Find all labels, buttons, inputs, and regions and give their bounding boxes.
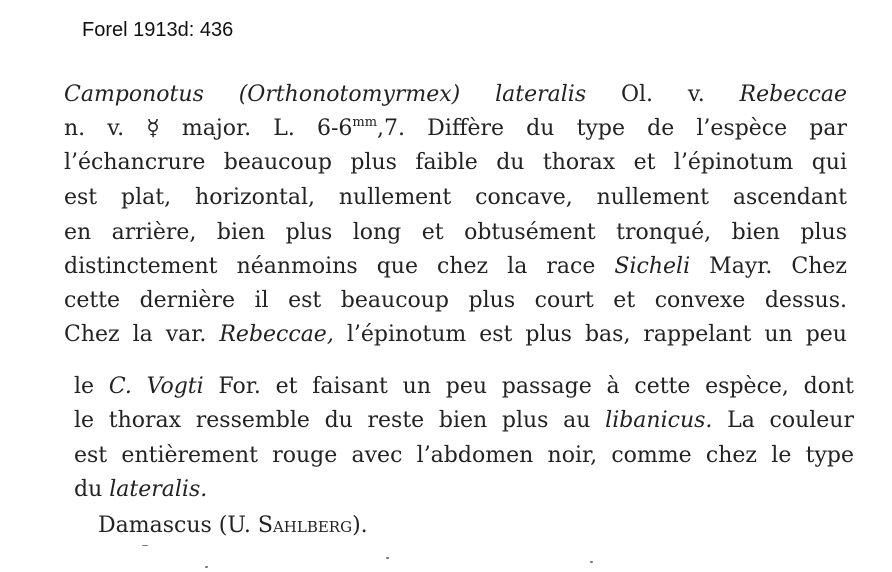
text-line: est entièrement rouge avec l’abdomen noir, comme chez le type (74, 443, 854, 468)
taxon-name: C. Vogti (108, 374, 204, 399)
scan-speck (142, 545, 148, 546)
text-line: le C. Vogti For. et faisant un peu passage à cette espèce, dont (74, 374, 854, 399)
text-line: Camponotus (Orthonotomyrmex) lateralis Ol. v. Rebeccae (64, 82, 848, 107)
locality-line: Damascus (U. Sahlberg). (98, 513, 368, 538)
scan-speck (590, 561, 593, 563)
scan-speck (386, 557, 389, 559)
taxon-name: Camponotus (Orthonotomyrmex) lateralis (64, 82, 587, 107)
taxon-name: Sicheli (614, 254, 691, 279)
citation-label: Forel 1913d: 436 (82, 19, 234, 41)
text-line: n. v. ☿ major. L. $6-6^{mm},7$. Diffère du type de l’espèce par (64, 115, 848, 141)
text-line: l’échancrure beaucoup plus faible du thorax et l’épinotum qui (64, 150, 847, 175)
taxon-name: lateralis. (109, 477, 208, 502)
collector-name: Sahlberg (257, 513, 353, 538)
variety-name: Rebeccae (739, 82, 848, 107)
superscript-unit: mm (352, 115, 378, 130)
text-line: Chez la var. Rebeccae, l’épinotum est plus bas, rappelant un peu (64, 322, 847, 347)
text-line: du lateralis. (74, 477, 208, 502)
text-line: distinctement néanmoins que chez la race Sicheli Mayr. Chez (64, 254, 848, 279)
scan-speck (205, 566, 208, 568)
text-line: en arrière, bien plus long et obtusément tronqué, bien plus (64, 220, 847, 245)
taxon-name: libanicus. (605, 408, 713, 433)
text-line: le thorax ressemble du reste bien plus au libanicus. La couleur (74, 408, 854, 433)
text-line: cette dernière il est beaucoup plus court et convexe dessus. (64, 288, 847, 313)
variety-name: Rebeccae, (219, 322, 334, 347)
text-line: est plat, horizontal, nullement concave, nullement ascendant (64, 185, 847, 210)
